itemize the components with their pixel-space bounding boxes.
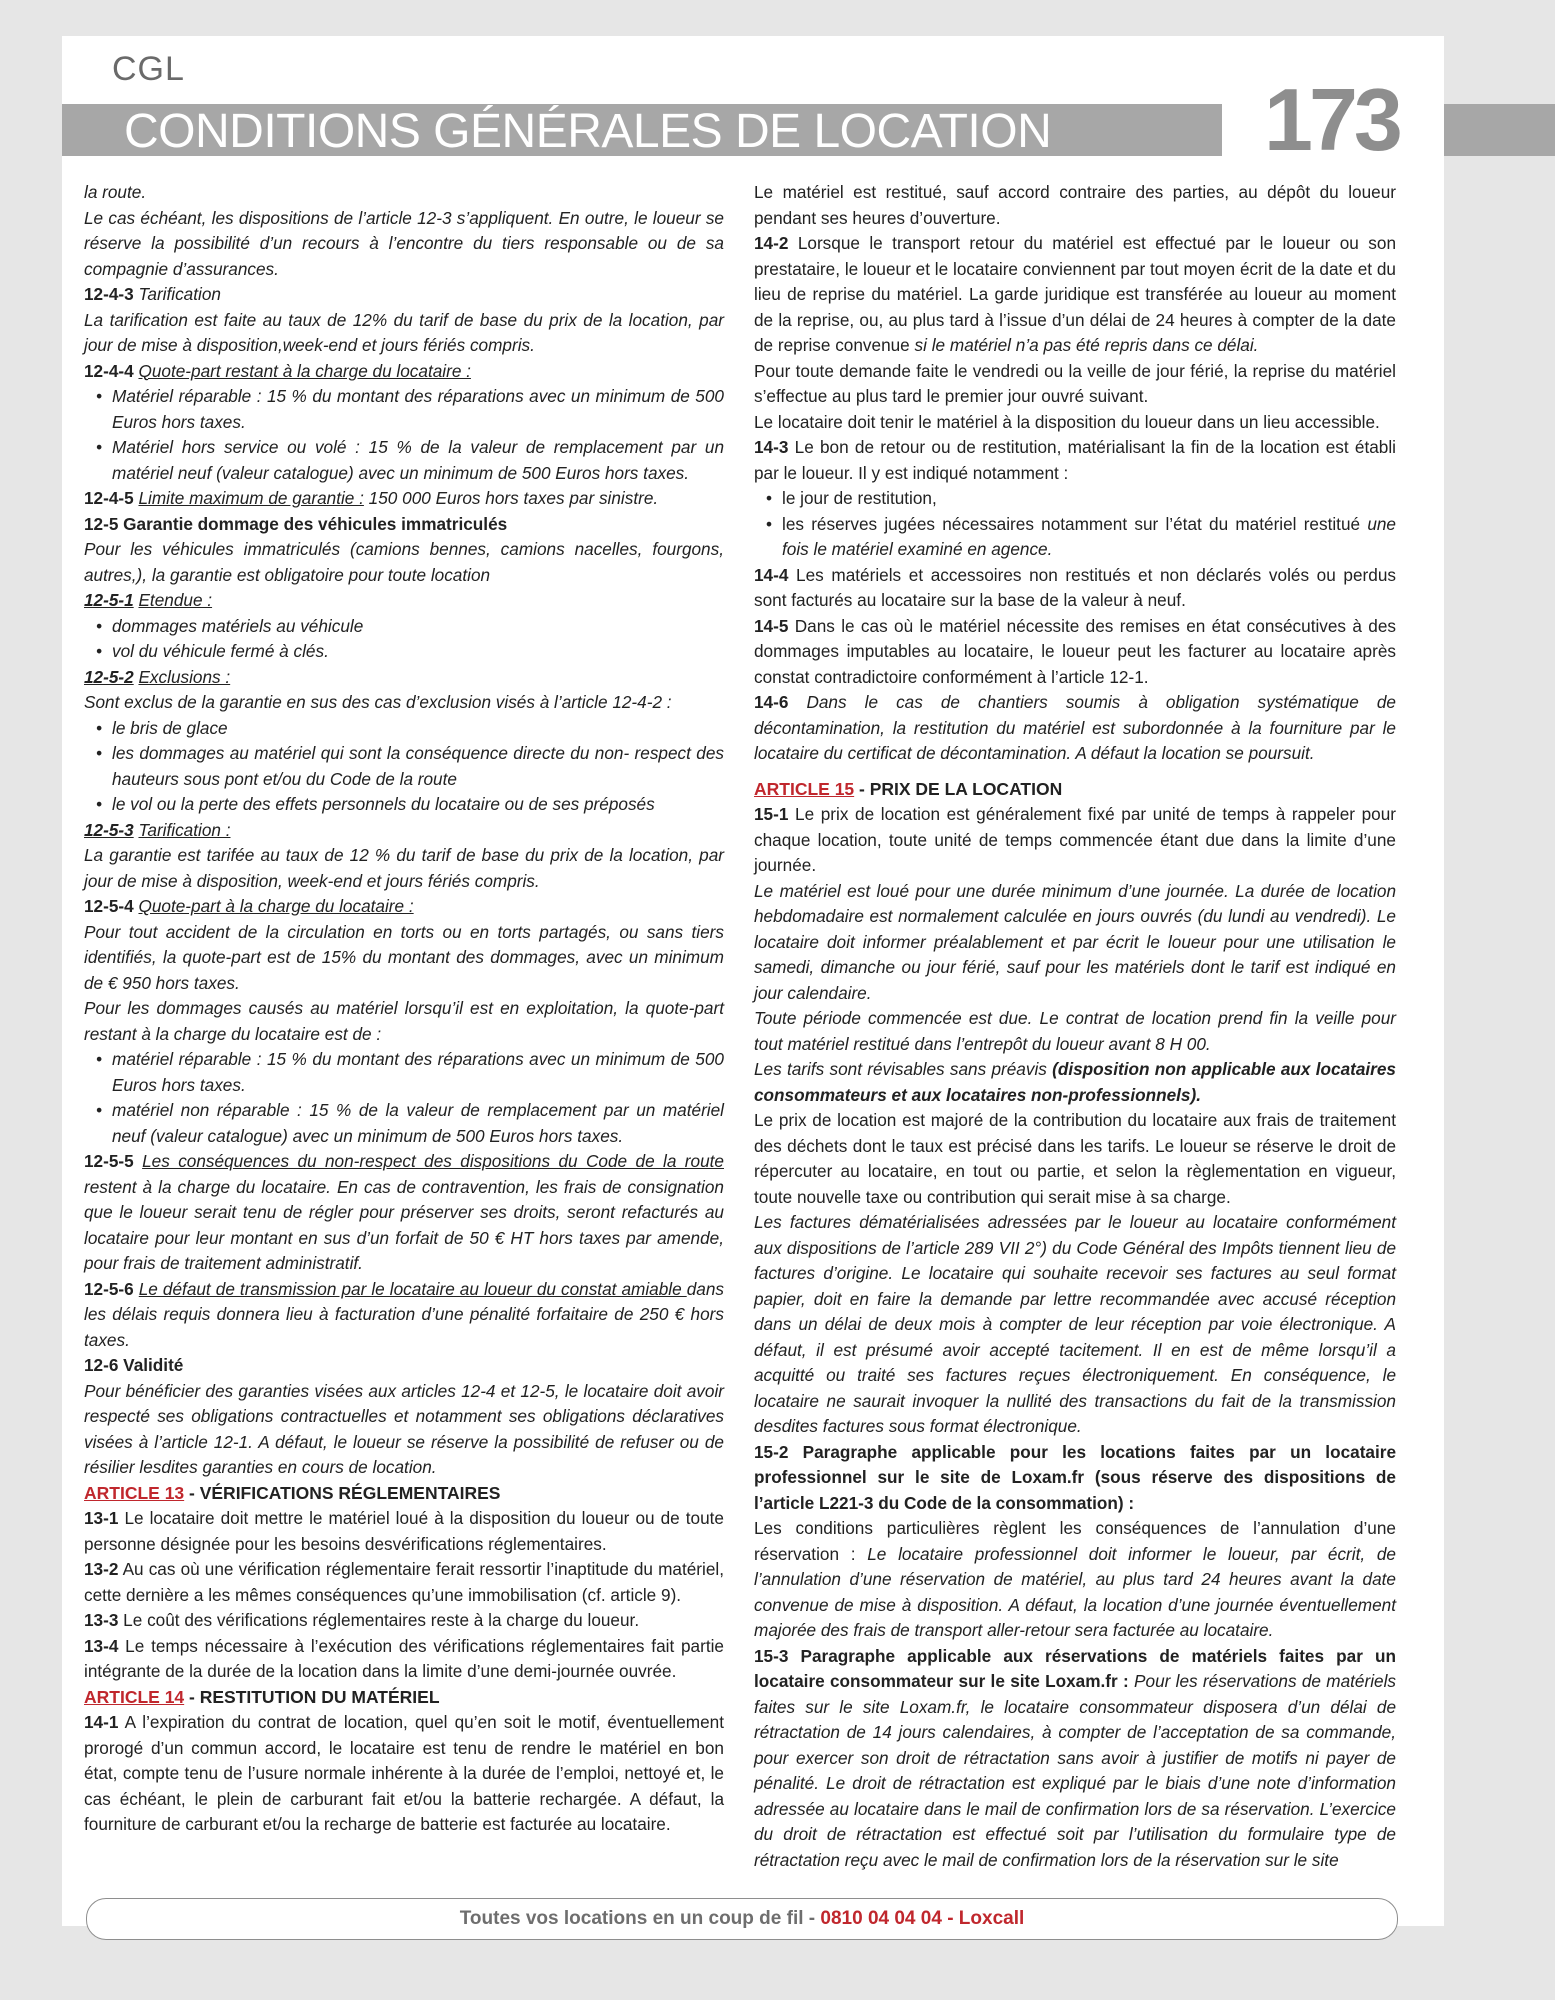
clause-text: Dans le cas de chantiers soumis à obligation systématique de décontamination, la restitution du matériel est subordonnée à la fourniture par le locataire du certificat de décontamination. A défaut la location se poursuit. [754, 692, 1396, 763]
clause-text: A l’expiration du contrat de location, quel qu’en soit le motif, éventuellement prorogé d’un commun accord, le locataire est tenu de rendre le matériel en bon état, compte tenu de l’usure normale inhérente à la durée de l’emploi, nettoyé et, le cas échéant, le plein de carburant fait et/ou la batterie rechargée. A défaut, la fourniture de carburant et/ou la recharge de batterie est facturée au locataire. [84, 1712, 724, 1834]
subheading [84, 894, 724, 920]
clause-text: Au cas où une vérification réglementaire ferait ressortir l’inaptitude du matériel, cette dernière a les mêmes conséquences qu’une immobilisation (cf. article 9). [84, 1559, 724, 1605]
footer-phone: 0810 04 04 04 - Loxcall [820, 1908, 1025, 1929]
paragraph: Pour tout accident de la circulation en torts ou en torts partagés, ou sans tiers identifiés, la quote-part est de 15% du montant des dommages, avec un minimum de € 950 hors taxes. [84, 921, 724, 993]
section-heading: 12-5 Garantie dommage des véhicules immatriculés [84, 513, 508, 534]
paragraph [754, 1644, 1396, 1874]
paragraph [84, 1277, 724, 1354]
clause-number: 14-3 [754, 437, 789, 457]
list-item: • le bris de glace [84, 716, 724, 742]
paragraph [754, 614, 1396, 691]
clause-number: 12-4-5 [84, 488, 134, 508]
paragraph: Pour les véhicules immatriculés (camions bennes, camions nacelles, fourgons, autres,), la garantie est obligatoire pour toute location [84, 539, 724, 585]
paragraph: Le matériel est restitué, sauf accord contraire des parties, au dépôt du loueur pendant ses heures d’ouverture. [754, 182, 1396, 228]
side-tab [1444, 104, 1555, 156]
clause-text: 150 000 Euros hors taxes par sinistre. [363, 488, 659, 508]
list-item: • les dommages au matériel qui sont la conséquence directe du non- respect des hauteurs sous pont et/ou du Code de la route [84, 741, 724, 792]
page-title: CONDITIONS GÉNÉRALES DE LOCATION [124, 105, 1052, 158]
section-heading: 12-6 Validité [84, 1355, 184, 1375]
clause-number: 13-1 [84, 1508, 119, 1528]
paragraph: La tarification est faite au taux de 12% du tarif de base du prix de la location, par jour de mise à disposition,week-end et jours fériés compris. [84, 309, 724, 355]
clause-number: 12-5-2 [84, 666, 134, 687]
clause-title: Quote-part restant à la charge du locataire : [138, 360, 471, 381]
paragraph: Le locataire doit tenir le matériel à la disposition du loueur dans un lieu accessible. [754, 411, 1380, 432]
paragraph [84, 1506, 724, 1557]
clause-number: 12-4-4 [84, 360, 134, 381]
list-item: • dommages matériels au véhicule [84, 614, 724, 640]
paragraph [754, 1516, 1396, 1644]
clause-number: 12-5-3 [84, 819, 134, 840]
subheading [84, 588, 724, 614]
clause-text-italic: si le matériel n’a pas été repris dans ce délai. [914, 335, 1259, 355]
clause-text: Dans le cas où le matériel nécessite des remises en état consécutives à des dommages imputables au locataire, le loueur peut les facturer au locataire après constat contradictoire conformément à l’article 12-1. [754, 615, 1396, 687]
paragraph: Le matériel est loué pour une durée minimum d’une journée. La durée de location hebdomadaire est normalement calculée en jours ouvrés (du lundi au vendredi). Le locataire doit informer préalablement et par écrit le loueur pour une utilisation le samedi, dimanche ou jour férié, sauf pour les matériels dont le tarif est indiqué en jour calendaire. [754, 880, 1396, 1003]
subheading [84, 818, 724, 844]
clause-number: 13-4 [84, 1635, 119, 1656]
clause-title: Quote-part à la charge du locataire : [138, 896, 414, 916]
article-label: ARTICLE 15 [754, 778, 855, 799]
clause-text: Les tarifs sont révisables sans préavis [754, 1059, 1053, 1079]
page-number: 173 [1264, 70, 1399, 169]
clause-text: Les conditions particulières règlent les conséquences de l’annulation d’une réservation : [754, 1518, 1396, 1564]
list-item: • le vol ou la perte des effets personnels du locataire ou de ses préposés [84, 792, 724, 818]
paragraph: Pour toute demande faite le vendredi ou la veille de jour férié, la reprise du matériel s’effectue au plus tard le premier jour ouvré suivant. [754, 360, 1396, 406]
clause-number: 14-1 [84, 1712, 119, 1732]
clause-title: Etendue : [138, 590, 213, 610]
article-label: ARTICLE 13 [84, 1482, 185, 1503]
footer-banner [86, 1898, 1398, 1940]
paragraph [84, 1149, 724, 1277]
paragraph [754, 802, 1396, 879]
list-item-text-italic: une fois le matériel examiné en agence. [782, 513, 1396, 559]
list-item [754, 512, 1396, 563]
list-item: • Matériel hors service ou volé : 15 % de la valeur de remplacement par un matériel neuf (valeur catalogue) avec un minimum de 500 Euros hors taxes. [84, 435, 724, 486]
list-item: • matériel réparable : 15 % du montant des réparations avec un minimum de 500 Euros hors taxes. [84, 1047, 724, 1098]
paragraph: Pour bénéficier des garanties visées aux articles 12-4 et 12-5, le locataire doit avoir respecté ses obligations contractuelles et notamment ses obligations déclaratives visées à l’article 12-1. A défaut, le loueur se réserve la possibilité de refuser ou de résilier lesdites garanties en cours de location. [84, 1380, 724, 1477]
paragraph [84, 1634, 724, 1685]
paragraph: La garantie est tarifée au taux de 12 % du tarif de base du prix de la location, par jour de mise à disposition, week-end et jours fériés compris. [84, 845, 724, 891]
clause-text: Le prix de location est généralement fixé par unité de temps à rappeler pour chaque location, toute unité de temps commencée étant due dans la limite d’une journée. [754, 804, 1396, 875]
subheading [84, 282, 724, 308]
paragraph: Sont exclus de la garantie en sus des cas d’exclusion visés à l’article 12-4-2 : [84, 692, 672, 712]
paragraph: Le prix de location est majoré de la contribution du locataire aux frais de traitement des déchets dont le taux est précisé dans les tarifs. Le loueur se réserve le droit de répercuter au locataire, en tout ou partie, et selon la règlementation en vigueur, toute nouvelle taxe ou contribution qui serait mise à sa charge. [754, 1110, 1396, 1207]
paragraph: Les factures dématérialisées adressées par le loueur au locataire conformément aux dispositions de l’article 289 VII 2°) du Code Général des Impôts tiennent lieu de factures d’origine. Le locataire qui souhaite recevoir ses factures au seul format papier, doit en faire la demande par lettre recommandée avec accusé réception dans un délai de deux mois à compter de leur réception par voie électronique. A défaut, il est présumé avoir accepté tacitement. Il en est de même lorsqu’il a acquitté ou traité ses factures reçues électroniquement. En conséquence, le locataire ne saurait invoquer la nullité des transactions du fait de la transmission desdites factures sous format électronique. [754, 1212, 1396, 1436]
clause-number: 12-5-5 [84, 1151, 134, 1171]
clause-text: Les matériels et accessoires non restitués et non déclarés volés ou perdus sont facturés au locataire sur la base de la valeur à neuf. [754, 564, 1396, 610]
list-item-text: les réserves jugées nécessaires notamment sur l’état du matériel restitué [782, 513, 1368, 534]
paragraph: la route. [84, 182, 147, 202]
clause-text: dans les délais requis donnera lieu à facturation d’une pénalité forfaitaire de 250 € hors taxes. [84, 1278, 724, 1350]
clause-number: 12-5-4 [84, 896, 134, 916]
article-title: - PRIX DE LA LOCATION [854, 778, 1063, 799]
paragraph [754, 563, 1396, 614]
article-15-heading [754, 777, 1396, 803]
clause-number: 14-5 [754, 615, 789, 636]
clause-number: 15-1 [754, 804, 789, 824]
clause-title: Tarification : [138, 819, 231, 840]
clause-number: 14-2 [754, 233, 789, 253]
clause-text: Le bon de retour ou de restitution, matérialisant la fin de la location est établi par le loueur. Il y est indiqué notamment : [754, 437, 1396, 483]
paragraph [754, 1057, 1396, 1108]
paragraph [84, 1557, 724, 1608]
paragraph [754, 435, 1396, 486]
article-title: - RESTITUTION DU MATÉRIEL [184, 1686, 440, 1707]
article-14-heading [84, 1685, 724, 1711]
title-bar [62, 104, 1222, 156]
clause-number: 12-4-3 [84, 284, 134, 304]
section-heading: 15-2 Paragraphe applicable pour les locations faites par un locataire professionnel sur le site de Loxam.fr (sous réserve des dispositions de l’article L221-3 du Code de la consommation) : [754, 1441, 1396, 1513]
article-label: ARTICLE 14 [84, 1686, 185, 1707]
article-13-heading [84, 1481, 724, 1507]
clause-text: Le locataire doit mettre le matériel loué à la disposition du loueur ou de toute personne désignée pour les besoins desvérifications réglementaires. [84, 1508, 724, 1554]
list-item: • matériel non réparable : 15 % de la valeur de remplacement par un matériel neuf (valeur catalogue) avec un minimum de 500 Euros hors taxes. [84, 1098, 724, 1149]
paragraph [84, 1608, 724, 1634]
left-column [84, 180, 724, 1838]
clause-number: 14-6 [754, 692, 789, 712]
clause-number: 12-5-6 [84, 1278, 134, 1299]
article-title: - VÉRIFICATIONS RÉGLEMENTAIRES [184, 1482, 501, 1503]
clause-number: 13-2 [84, 1559, 119, 1579]
list-item: • vol du véhicule fermé à clés. [84, 639, 724, 665]
clause-text: restent à la charge du locataire. En cas de contravention, les frais de consignation que le loueur serait tenu de régler pour préserver ses droits, seront refacturés au locataire pour leur montant en sus d’un forfait de 50 € HT hors taxes par amende, pour frais de traitement administratif. [84, 1176, 724, 1273]
clause-text: Le temps nécessaire à l’exécution des vérifications réglementaires fait partie intégrante de la durée de la location dans la limite d’une demi-journée ouvrée. [84, 1635, 724, 1681]
clause-title: Le défaut de transmission par le locataire au loueur du constat amiable [138, 1278, 687, 1299]
right-column [754, 180, 1396, 1873]
paragraph [84, 1710, 724, 1838]
clause-text-bold: (disposition non applicable aux locataires consommateurs et aux locataires non-professionnels). [754, 1059, 1396, 1105]
paragraph [754, 231, 1396, 359]
clause-number: 12-5-1 [84, 590, 134, 610]
paragraph: Le cas échéant, les dispositions de l’article 12-3 s’appliquent. En outre, le loueur se réserve la possibilité d’un recours à l’encontre du tiers responsable ou de sa compagnie d’assurances. [84, 207, 724, 279]
clause-text-italic: Pour les réservations de matériels faites sur le site Loxam.fr, le locataire consommateur disposera d’un délai de rétractation de 14 jours calendaires, à compter de l’acceptation de sa commande, pour exercer son droit de rétractation sans avoir à justifier de motifs ni payer de pénalité. Le droit de rétractation est expliqué par le biais d’une note d’information adressée au locataire dans le mail de confirmation lors de sa réservation. L’exercice du droit de rétractation est effectué soit par l’utilisation du formulaire type de rétractation reçu avec le mail de confirmation lors de la réservation sur le site [754, 1671, 1396, 1870]
subheading [84, 359, 724, 385]
clause-title: Limite maximum de garantie : [138, 488, 364, 508]
clause-number: 13-3 [84, 1610, 119, 1630]
paragraph: Toute période commencée est due. Le contrat de location prend fin la veille pour tout matériel restitué dans l’entrepôt du loueur avant 8 H 00. [754, 1008, 1396, 1054]
clause-title: Tarification [133, 284, 221, 304]
clause-text-italic: Le locataire professionnel doit informer le loueur, par écrit, de l’annulation d’une réservation de matériel, au plus tard 24 heures avant la date convenue de mise à disposition. A défaut, la location d’une journée éventuellement majorée des frais de transport aller-retour sera facturée au locataire. [754, 1543, 1396, 1640]
footer-text: Toutes vos locations en un coup de fil - [459, 1908, 821, 1929]
clause-heading: 15-3 Paragraphe applicable aux réservations de matériels faites par un locataire consommateur sur le site Loxam.fr : [754, 1645, 1396, 1691]
paragraph: Pour les dommages causés au matériel lorsqu’il est en exploitation, la quote-part restant à la charge du locataire est de : [84, 998, 724, 1044]
list-item: • le jour de restitution, [754, 486, 1396, 512]
subheading [84, 486, 724, 512]
clause-number: 14-4 [754, 564, 789, 585]
section-label: CGL [112, 50, 185, 88]
clause-title: Les conséquences du non-respect des dispositions du Code de la route [142, 1151, 724, 1171]
subheading [84, 665, 724, 691]
list-item: • Matériel réparable : 15 % du montant des réparations avec un minimum de 500 Euros hors taxes. [84, 384, 724, 435]
clause-text: Lorsque le transport retour du matériel est effectué par le loueur ou son prestataire, le loueur et le locataire conviennent par tout moyen écrit de la date et du lieu de reprise du matériel. La garde juridique est transférée au loueur au moment de la reprise, ou, au plus tard à l’issue d’un délai de 24 heures à compter de la date de reprise convenue [754, 233, 1396, 355]
clause-text: Le coût des vérifications réglementaires reste à la charge du loueur. [118, 1610, 640, 1630]
paragraph [754, 690, 1396, 767]
document-page [62, 36, 1444, 1926]
clause-title: Exclusions : [138, 666, 231, 687]
